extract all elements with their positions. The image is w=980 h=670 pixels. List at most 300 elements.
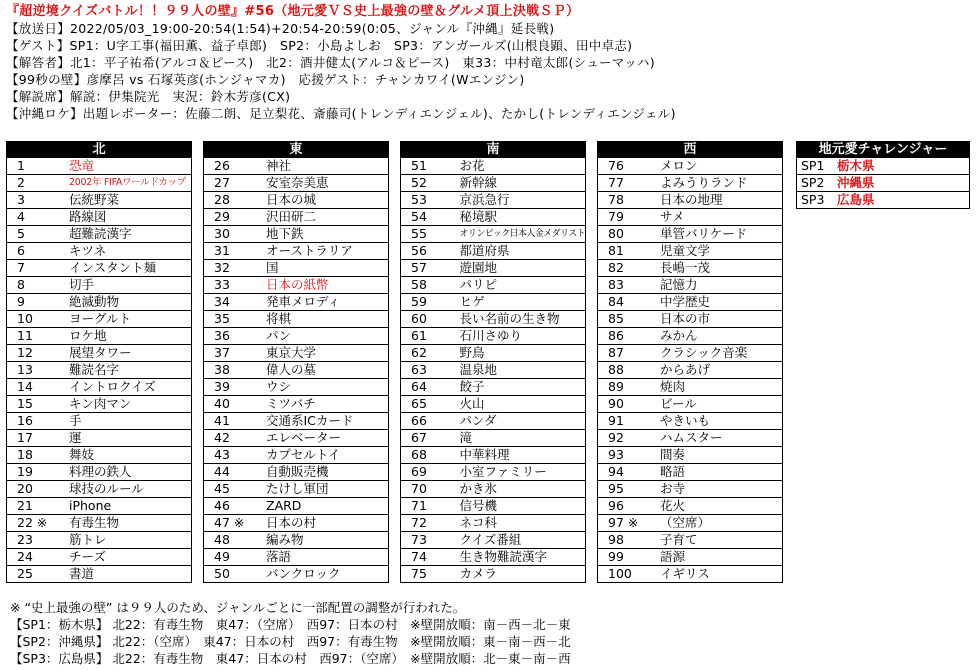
- genre-name: 小室ファミリー: [460, 464, 586, 481]
- seat-number: 33: [204, 277, 267, 294]
- wall99-info: 【99秒の壁】彦摩呂 vs 石塚英彦(ホンジャマカ) 応援ゲスト：チャンカワイ(Wエンジン): [6, 72, 525, 87]
- seat-number: 73: [401, 532, 460, 549]
- genre-row: [204, 549, 389, 566]
- seat-number: 27: [204, 175, 267, 192]
- genre-name: チーズ: [69, 549, 192, 566]
- genre-row: [204, 447, 389, 464]
- genre-name: 球技のルール: [69, 481, 192, 498]
- genre-row: [598, 447, 783, 464]
- genre-row: [204, 481, 389, 498]
- seat-number: 20: [7, 481, 70, 498]
- challenger-key: SP2: [797, 175, 838, 192]
- genre-row: [401, 515, 586, 532]
- genre-row: [401, 447, 586, 464]
- seat-number: 99: [598, 549, 661, 566]
- seat-number: 25: [7, 566, 70, 583]
- seat-number: 88: [598, 362, 661, 379]
- genre-row: [7, 447, 192, 464]
- genre-row: [401, 277, 586, 294]
- seat-number: 57: [401, 260, 460, 277]
- page-title: 『超逆境クイズバトル！！９９人の壁』#56（地元愛ＶＳ史上最強の壁＆グルメ頂上決戦ＳＰ）: [6, 4, 580, 19]
- genre-row: [204, 396, 389, 413]
- genre-name: 運: [69, 430, 192, 447]
- challenger-table: [796, 141, 970, 209]
- genre-row: [598, 277, 783, 294]
- challenger-value: 広島県: [837, 192, 970, 209]
- genre-name: バンクロック: [266, 566, 389, 583]
- seat-number: 100: [598, 566, 661, 583]
- genre-row: [7, 498, 192, 515]
- seat-number: 63: [401, 362, 460, 379]
- seat-number: 94: [598, 464, 661, 481]
- seat-number: 32: [204, 260, 267, 277]
- genre-table-3: [597, 141, 783, 583]
- broadcast-info: 【放送日】2022/05/03_19:00-20:54(1:54)+20:54-20:59(0:05、ジャンル『沖縄』延長戦): [6, 21, 555, 36]
- genre-name: ヨーグルト: [69, 311, 192, 328]
- seat-number: 93: [598, 447, 661, 464]
- genre-row: [401, 192, 586, 209]
- genre-row: [598, 362, 783, 379]
- guest-info: 【ゲスト】SP1：U字工事(福田薫、益子卓郎) SP2：小島よしお SP3：アンガールズ(山根良顕、田中卓志): [6, 38, 633, 53]
- genre-row: [204, 175, 389, 192]
- seat-number: 52: [401, 175, 460, 192]
- column-header: 北: [7, 142, 192, 158]
- genre-name: 偉人の墓: [266, 362, 389, 379]
- seat-number: 87: [598, 345, 661, 362]
- genre-row: [204, 362, 389, 379]
- genre-name: 日本の市: [660, 311, 783, 328]
- genre-name: （空席）: [660, 515, 783, 532]
- genre-row: [7, 226, 192, 243]
- column-header: 東: [204, 142, 389, 158]
- seat-number: 41: [204, 413, 267, 430]
- seat-number: 82: [598, 260, 661, 277]
- genre-row: [7, 532, 192, 549]
- seat-number: 80: [598, 226, 661, 243]
- genre-name: 児童文学: [660, 243, 783, 260]
- seat-number: 72: [401, 515, 460, 532]
- seat-number: 9: [7, 294, 70, 311]
- genre-row: [7, 277, 192, 294]
- genre-name: 書道: [69, 566, 192, 583]
- genre-name: iPhone: [69, 498, 192, 515]
- seat-number: 49: [204, 549, 267, 566]
- column-header: 西: [598, 142, 783, 158]
- seat-number: 3: [7, 192, 70, 209]
- seat-number: 68: [401, 447, 460, 464]
- genre-name: ビール: [660, 396, 783, 413]
- genre-row: [204, 379, 389, 396]
- header: [6, 3, 974, 122]
- genre-name: カメラ: [460, 566, 586, 583]
- genre-name: 記憶力: [660, 277, 783, 294]
- genre-row: [7, 379, 192, 396]
- genre-name: インスタント麺: [69, 260, 192, 277]
- challenger-title: 地元愛チャレンジャー: [797, 142, 970, 158]
- genre-row: [7, 311, 192, 328]
- genre-row: [598, 566, 783, 583]
- genre-name: 切手: [69, 277, 192, 294]
- location-info: 【沖縄ロケ】出題レポーター：佐藤二朗、足立梨花、斎藤司(トレンディエンジェル)、たかし(トレンディエンジェル): [6, 106, 676, 121]
- genre-row: [401, 311, 586, 328]
- genre-row: [598, 396, 783, 413]
- genre-row: [598, 481, 783, 498]
- genre-name: からあげ: [660, 362, 783, 379]
- genre-name: オリンピック日本人金メダリスト: [460, 226, 586, 243]
- seat-number: 34: [204, 294, 267, 311]
- seat-number: 30: [204, 226, 267, 243]
- note-line: 【SP1：栃木県】 北22：有毒生物 東47：（空席） 西97：日本の村 ※壁開放順：南－西－北－東: [10, 617, 571, 632]
- genre-name: 焼肉: [660, 379, 783, 396]
- genre-name: クイズ番組: [460, 532, 586, 549]
- genre-row: [598, 260, 783, 277]
- genre-table-0: [6, 141, 192, 583]
- genre-name: 将棋: [266, 311, 389, 328]
- genre-row: [204, 243, 389, 260]
- genre-row: [598, 209, 783, 226]
- genre-name: ZARD: [266, 498, 389, 515]
- genre-row: [7, 515, 192, 532]
- genre-name: 2002年 FIFAワールドカップ: [69, 175, 192, 192]
- genre-name: イギリス: [660, 566, 783, 583]
- genre-row: [598, 430, 783, 447]
- genre-name: 中華料理: [460, 447, 586, 464]
- genre-name: オーストラリア: [266, 243, 389, 260]
- seat-number: 53: [401, 192, 460, 209]
- seat-number: 29: [204, 209, 267, 226]
- genre-name: エレベーター: [266, 430, 389, 447]
- seat-number: 42: [204, 430, 267, 447]
- seat-number: 12: [7, 345, 70, 362]
- genre-name: キン肉マン: [69, 396, 192, 413]
- genre-name: 長嶋一茂: [660, 260, 783, 277]
- genre-row: [7, 294, 192, 311]
- seat-number: 48: [204, 532, 267, 549]
- genre-name: ハムスター: [660, 430, 783, 447]
- genre-row: [204, 566, 389, 583]
- seat-number: 5: [7, 226, 70, 243]
- genre-name: パンダ: [460, 413, 586, 430]
- genre-row: [7, 464, 192, 481]
- genre-name: 単管バリケード: [660, 226, 783, 243]
- genre-row: [401, 532, 586, 549]
- genre-name: 発車メロディ: [266, 294, 389, 311]
- genre-row: [598, 379, 783, 396]
- genre-name: 野鳥: [460, 345, 586, 362]
- seat-number: 51: [401, 158, 460, 175]
- genre-name: 安室奈美恵: [266, 175, 389, 192]
- genre-row: [204, 226, 389, 243]
- seat-number: 79: [598, 209, 661, 226]
- genre-name: 地下鉄: [266, 226, 389, 243]
- genre-name: 交通系ICカード: [266, 413, 389, 430]
- seat-number: 65: [401, 396, 460, 413]
- seat-number: 44: [204, 464, 267, 481]
- genre-name: 神社: [266, 158, 389, 175]
- genre-row: [401, 345, 586, 362]
- genre-name: イントロクイズ: [69, 379, 192, 396]
- genre-name: 秘境駅: [460, 209, 586, 226]
- challenger-row: [797, 158, 970, 175]
- seat-number: 37: [204, 345, 267, 362]
- genre-name: お花: [460, 158, 586, 175]
- genre-row: [401, 328, 586, 345]
- genre-row: [204, 345, 389, 362]
- column-header: 南: [401, 142, 586, 158]
- genre-row: [598, 294, 783, 311]
- genre-name: 語源: [660, 549, 783, 566]
- seat-number: 13: [7, 362, 70, 379]
- seat-number: 50: [204, 566, 267, 583]
- genre-row: [598, 158, 783, 175]
- seat-number: 61: [401, 328, 460, 345]
- genre-row: [598, 226, 783, 243]
- seat-number: 83: [598, 277, 661, 294]
- genre-name: 都道府県: [460, 243, 586, 260]
- genre-name: 編み物: [266, 532, 389, 549]
- seat-number: 31: [204, 243, 267, 260]
- genre-name: 新幹線: [460, 175, 586, 192]
- note-line: 【SP3：広島県】 北22：有毒生物 東47：日本の村 西97：（空席） ※壁開放順：北－東－南－西: [10, 651, 571, 666]
- seat-number: 45: [204, 481, 267, 498]
- seat-number: 84: [598, 294, 661, 311]
- genre-name: お寺: [660, 481, 783, 498]
- genre-name: 難読名字: [69, 362, 192, 379]
- seat-number: 2: [7, 175, 70, 192]
- seat-number: 15: [7, 396, 70, 413]
- genre-row: [7, 566, 192, 583]
- seat-number: 95: [598, 481, 661, 498]
- seat-number: 10: [7, 311, 70, 328]
- seat-number: 36: [204, 328, 267, 345]
- genre-row: [598, 311, 783, 328]
- seat-number: 1: [7, 158, 70, 175]
- genre-row: [401, 362, 586, 379]
- seat-number: 58: [401, 277, 460, 294]
- genre-name: 遊園地: [460, 260, 586, 277]
- genre-row: [401, 243, 586, 260]
- challenger-key: SP3: [797, 192, 838, 209]
- genre-name: 路線図: [69, 209, 192, 226]
- genre-name: 日本の城: [266, 192, 389, 209]
- challenger-row: [797, 192, 970, 209]
- seat-number: 59: [401, 294, 460, 311]
- genre-row: [204, 260, 389, 277]
- seat-number: 39: [204, 379, 267, 396]
- seat-number: 23: [7, 532, 70, 549]
- seat-number: 76: [598, 158, 661, 175]
- seat-number: 40: [204, 396, 267, 413]
- genre-row: [401, 481, 586, 498]
- genre-name: 中学歴史: [660, 294, 783, 311]
- seat-number: 43: [204, 447, 267, 464]
- genre-name: ネコ科: [460, 515, 586, 532]
- genre-row: [7, 413, 192, 430]
- genre-row: [204, 532, 389, 549]
- genre-table-2: [400, 141, 586, 583]
- genre-table-1: [203, 141, 389, 583]
- genre-name: カプセルトイ: [266, 447, 389, 464]
- genre-name: みかん: [660, 328, 783, 345]
- genre-row: [401, 379, 586, 396]
- seat-number: 74: [401, 549, 460, 566]
- genre-name: 沢田研二: [266, 209, 389, 226]
- seat-number: 19: [7, 464, 70, 481]
- seat-number: 21: [7, 498, 70, 515]
- genre-row: [7, 396, 192, 413]
- genre-name: ヒゲ: [460, 294, 586, 311]
- seat-number: 85: [598, 311, 661, 328]
- seat-number: 81: [598, 243, 661, 260]
- genre-row: [598, 464, 783, 481]
- note-line: 【SP2：沖縄県】 北22：（空席） 東47：日本の村 西97：有毒生物 ※壁開放順：東－南－西－北: [10, 634, 571, 649]
- seat-number: 16: [7, 413, 70, 430]
- seat-number: 35: [204, 311, 267, 328]
- genre-name: 超難読漢字: [69, 226, 192, 243]
- genre-name: クラシック音楽: [660, 345, 783, 362]
- genre-name: 自動販売機: [266, 464, 389, 481]
- genre-name: よみうりランド: [660, 175, 783, 192]
- genre-row: [598, 549, 783, 566]
- seat-number: 55: [401, 226, 460, 243]
- genre-name: 有毒生物: [69, 515, 192, 532]
- genre-name: 滝: [460, 430, 586, 447]
- genre-row: [7, 158, 192, 175]
- genre-name: 火山: [460, 396, 586, 413]
- genre-row: [401, 260, 586, 277]
- seat-number: 77: [598, 175, 661, 192]
- genre-row: [401, 464, 586, 481]
- genre-row: [204, 311, 389, 328]
- genre-name: 東京大学: [266, 345, 389, 362]
- genre-name: ウシ: [266, 379, 389, 396]
- genre-name: 展望タワー: [69, 345, 192, 362]
- genre-row: [7, 243, 192, 260]
- genre-name: 京浜急行: [460, 192, 586, 209]
- genre-row: [401, 413, 586, 430]
- genre-row: [7, 430, 192, 447]
- genre-name: キツネ: [69, 243, 192, 260]
- genre-row: [598, 328, 783, 345]
- seat-number: 70: [401, 481, 460, 498]
- seat-number: 54: [401, 209, 460, 226]
- genre-row: [7, 328, 192, 345]
- seat-number: 17: [7, 430, 70, 447]
- genre-name: 日本の村: [266, 515, 389, 532]
- genre-name: パリピ: [460, 277, 586, 294]
- seat-number: 78: [598, 192, 661, 209]
- commentary-info: 【解説席】解説：伊集院光 実況：鈴木芳彦(CX): [6, 89, 291, 104]
- genre-name: 温泉地: [460, 362, 586, 379]
- seat-number: 69: [401, 464, 460, 481]
- genre-row: [598, 192, 783, 209]
- genre-name: 子育て: [660, 532, 783, 549]
- genre-row: [7, 209, 192, 226]
- seat-number: 8: [7, 277, 70, 294]
- genre-name: 生き物難読漢字: [460, 549, 586, 566]
- genre-row: [204, 498, 389, 515]
- seat-number: 56: [401, 243, 460, 260]
- seat-number: 24: [7, 549, 70, 566]
- seat-number: 97 ※: [598, 515, 661, 532]
- genre-row: [204, 158, 389, 175]
- genre-name: かき氷: [460, 481, 586, 498]
- seat-number: 91: [598, 413, 661, 430]
- seat-number: 47 ※: [204, 515, 267, 532]
- genre-name: やきいも: [660, 413, 783, 430]
- seat-number: 96: [598, 498, 661, 515]
- genre-row: [401, 566, 586, 583]
- challenger-key: SP1: [797, 158, 838, 175]
- genre-name: 日本の紙幣: [266, 277, 389, 294]
- genre-name: 手: [69, 413, 192, 430]
- seat-number: 6: [7, 243, 70, 260]
- genre-row: [598, 345, 783, 362]
- seat-number: 64: [401, 379, 460, 396]
- seat-number: 18: [7, 447, 70, 464]
- genre-name: 長い名前の生き物: [460, 311, 586, 328]
- genre-row: [7, 175, 192, 192]
- genre-row: [401, 294, 586, 311]
- genre-row: [598, 515, 783, 532]
- genre-name: 花火: [660, 498, 783, 515]
- genre-row: [401, 226, 586, 243]
- genre-name: 餃子: [460, 379, 586, 396]
- seat-number: 38: [204, 362, 267, 379]
- seat-number: 71: [401, 498, 460, 515]
- seat-number: 62: [401, 345, 460, 362]
- seat-number: 86: [598, 328, 661, 345]
- genre-name: 料理の鉄人: [69, 464, 192, 481]
- seat-number: 90: [598, 396, 661, 413]
- seat-number: 46: [204, 498, 267, 515]
- notes: [10, 599, 970, 667]
- seat-number: 4: [7, 209, 70, 226]
- genre-row: [204, 413, 389, 430]
- seat-number: 92: [598, 430, 661, 447]
- seat-number: 11: [7, 328, 70, 345]
- seat-number: 89: [598, 379, 661, 396]
- genre-name: パン: [266, 328, 389, 345]
- seat-number: 60: [401, 311, 460, 328]
- seat-number: 75: [401, 566, 460, 583]
- seat-number: 28: [204, 192, 267, 209]
- genre-name: 日本の地理: [660, 192, 783, 209]
- genre-row: [204, 209, 389, 226]
- genre-name: 絶滅動物: [69, 294, 192, 311]
- genre-row: [401, 430, 586, 447]
- genre-name: 恐竜: [69, 158, 192, 175]
- genre-name: 筋トレ: [69, 532, 192, 549]
- challenger-value: 沖縄県: [837, 175, 970, 192]
- genre-row: [401, 158, 586, 175]
- genre-row: [7, 481, 192, 498]
- genre-row: [7, 260, 192, 277]
- challenger-value: 栃木県: [837, 158, 970, 175]
- genre-row: [401, 175, 586, 192]
- genre-row: [204, 277, 389, 294]
- genre-name: ミツバチ: [266, 396, 389, 413]
- genre-row: [401, 498, 586, 515]
- genre-row: [598, 243, 783, 260]
- seat-number: 26: [204, 158, 267, 175]
- genre-row: [204, 515, 389, 532]
- genre-row: [7, 345, 192, 362]
- genre-row: [598, 413, 783, 430]
- note-line: ※ “史上最強の壁” は９９人のため、ジャンルごとに一部配置の調整が行われた。: [10, 600, 466, 615]
- seat-number: 67: [401, 430, 460, 447]
- genre-name: たけし軍団: [266, 481, 389, 498]
